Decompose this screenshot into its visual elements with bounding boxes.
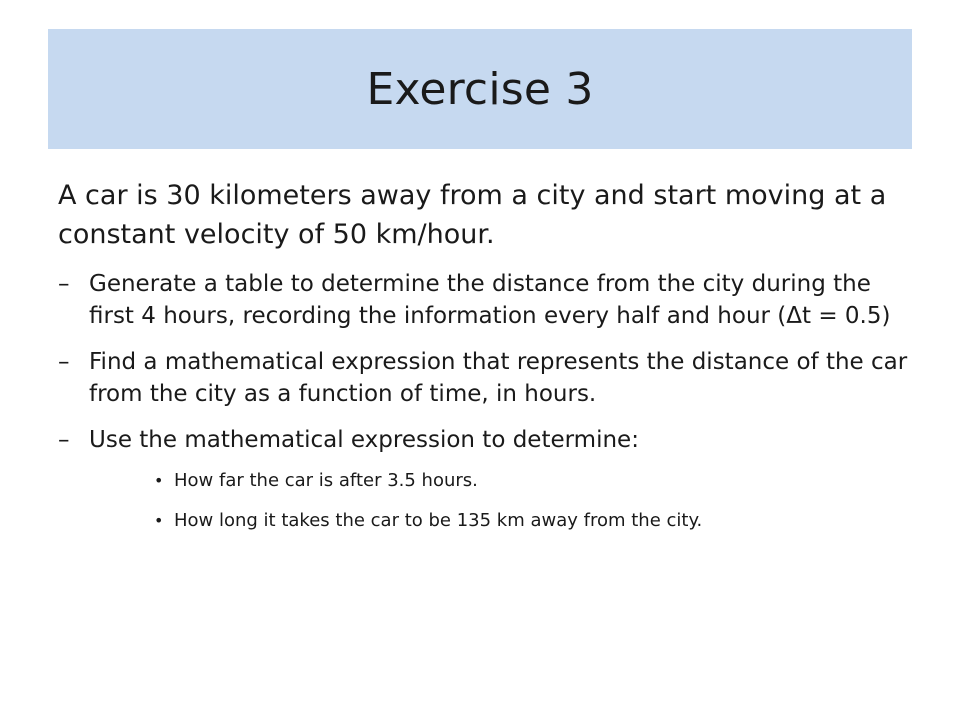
- dash-icon: –: [58, 349, 70, 375]
- task-item: [58, 346, 908, 410]
- title-banner: [48, 29, 912, 149]
- task-text: Generate a table to determine the distance from the city during the first 4 hours, recording the information every half and hour (Δt = 0.5): [89, 271, 891, 329]
- task-item: [58, 424, 908, 534]
- task-item: [58, 268, 908, 332]
- subtask-text: How long it takes the car to be 135 km away from the city.: [174, 510, 703, 531]
- subtask-item: [154, 508, 908, 534]
- subtask-text: How far the car is after 3.5 hours.: [174, 470, 478, 491]
- subtask-list: [89, 468, 908, 534]
- subtask-item: [154, 468, 908, 494]
- slide-body: [58, 176, 908, 548]
- problem-statement: A car is 30 kilometers away from a city and start moving at a constant velocity of 50 km/hour.: [58, 180, 887, 250]
- bullet-icon: •: [154, 471, 164, 490]
- task-list: [58, 268, 908, 534]
- bullet-icon: •: [154, 511, 164, 530]
- dash-icon: –: [58, 427, 70, 453]
- task-text: Find a mathematical expression that represents the distance of the car from the city as a function of time, in hours.: [89, 349, 908, 407]
- slide-title: Exercise 3: [366, 63, 594, 115]
- task-text: Use the mathematical expression to determine:: [89, 427, 639, 453]
- dash-icon: –: [58, 271, 70, 297]
